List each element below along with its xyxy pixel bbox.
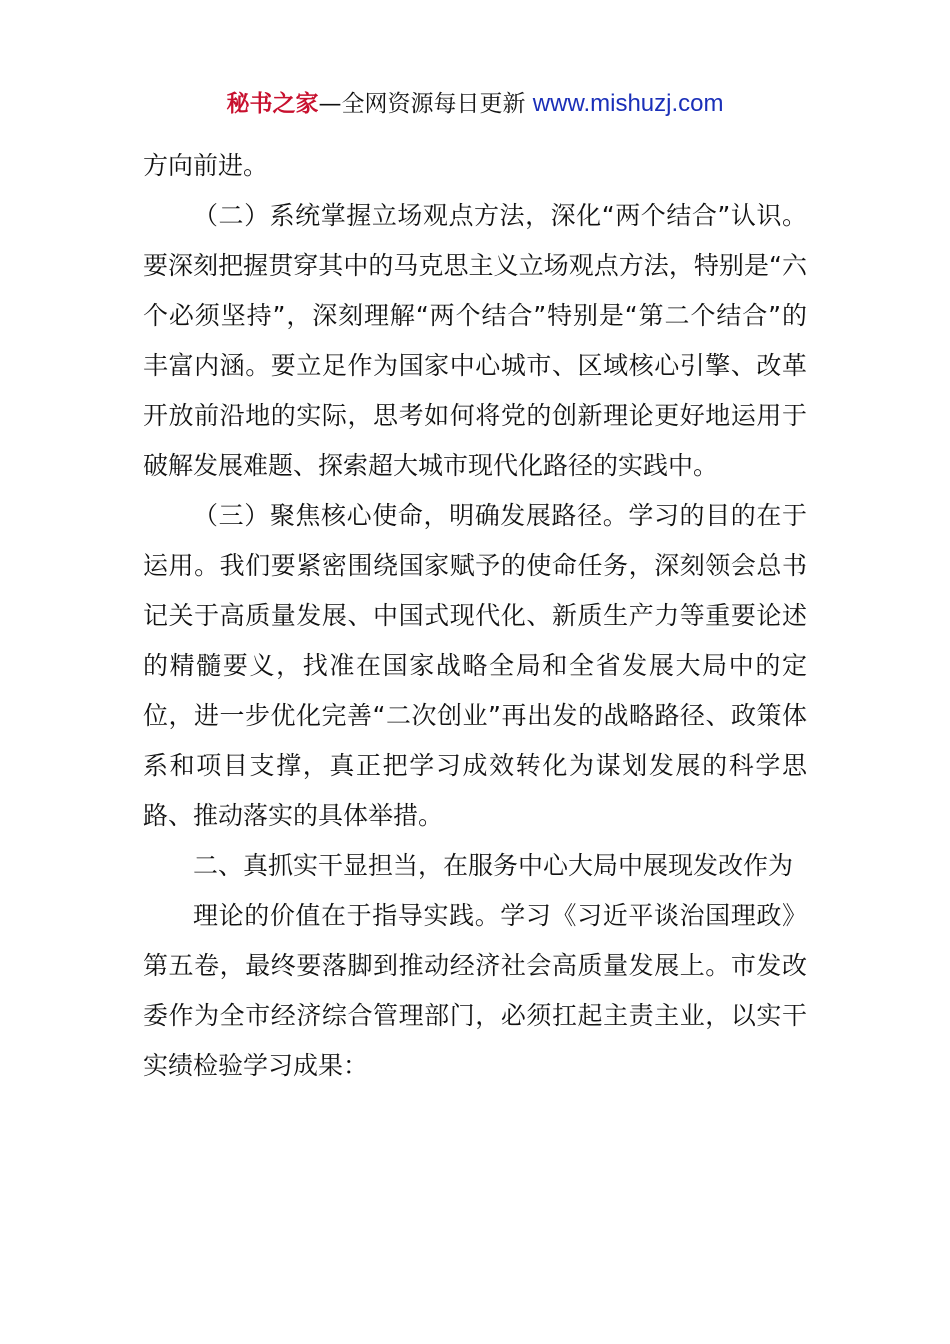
paragraph-section-2: （二）系统掌握立场观点方法，深化“两个结合”认识。要深刻把握贯穿其中的马克思主义立场观点方法，特别是“六个必须坚持”，深刻理解“两个结合”特别是“第二个结合”的丰富内涵。要立足作为国家中心城市、区域核心引擎、改革开放前沿地的实际，思考如何将党的创新理论更好地运用于破解发展难题、探索超大城市现代化路径的实践中。 bbox=[143, 201, 807, 480]
brand-name: 秘书之家 bbox=[226, 91, 319, 117]
section-heading: 二、真抓实干显担当，在服务中心大局中展现发改作为 bbox=[193, 851, 794, 880]
paragraph-intro: 理论的价值在于指导实践。学习《习近平谈治国理政》第五卷，最终要落脚到推动经济社会高质量发展上。市发改委作为全市经济综合管理部门，必须扛起主责主业，以实干实绩检验学习成果： bbox=[143, 901, 807, 1080]
header-tagline: —全网资源每日更新 bbox=[318, 91, 533, 117]
document-body bbox=[143, 141, 807, 1091]
paragraph-continuation: 方向前进。 bbox=[143, 151, 269, 180]
site-url-link[interactable]: www.mishuzj.com bbox=[532, 90, 724, 117]
page-header bbox=[0, 86, 950, 122]
paragraph-section-3: （三）聚焦核心使命，明确发展路径。学习的目的在于运用。我们要紧密围绕国家赋予的使命任务，深刻领会总书记关于高质量发展、中国式现代化、新质生产力等重要论述的精髓要义，找准在国家战略全局和全省发展大局中的定位，进一步优化完善“二次创业”再出发的战略路径、政策体系和项目支撑，真正把学习成效转化为谋划发展的科学思路、推动落实的具体举措。 bbox=[143, 501, 807, 830]
